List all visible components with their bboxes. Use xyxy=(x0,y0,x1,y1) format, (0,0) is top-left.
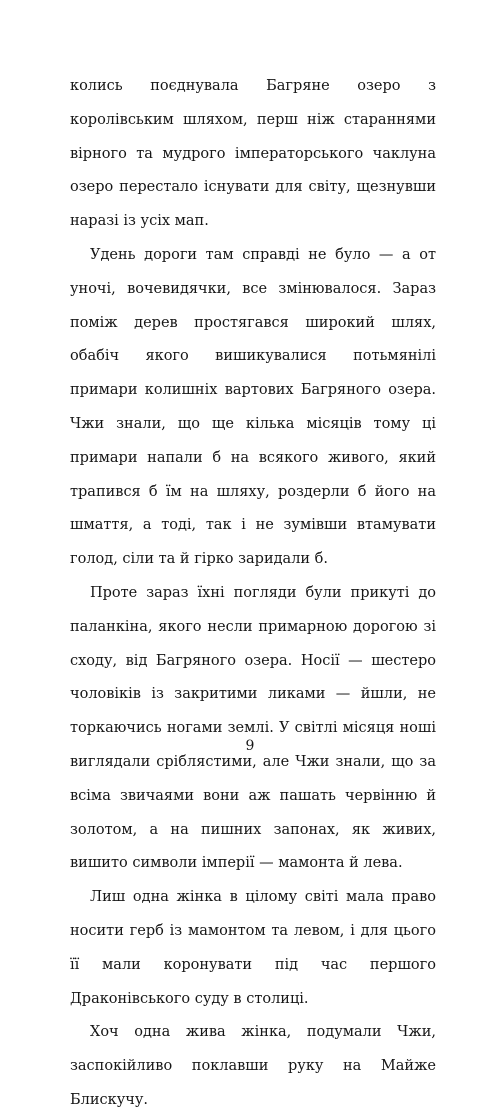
body-text xyxy=(70,70,436,1118)
paragraph-1: колись поєднувала Багряне озеро з королівським шляхом, перш ніж стараннями вірного та мудрого імператорського чаклуна озеро перестало існувати для світу, щезнувши наразі із усіх мап. xyxy=(70,78,436,230)
paragraph-4: Лиш одна жінка в цілому світі мала право носити герб із мамонтом та левом, і для цього її мали коронувати під час першого Драконівського суду в столиці. xyxy=(70,889,436,1007)
page-number: 9 xyxy=(245,738,255,754)
paragraph-5: Хоч одна жива жінка, подумали Чжи, заспокійливо поклавши руку на Майже Блискучу. xyxy=(70,1024,436,1108)
paragraph-3: Проте зараз їхні погляди були прикуті до паланкіна, якого несли примарною дорогою зі сходу, від Багряного озера. Носії — шестеро чоловіків із закритими ликами — йшли, не торкаючись ногами землі. У світлі місяця ноші виглядали сріблястими, але Чжи знали, що за всіма звичаями вони аж пашать червінню й золотом, а на пишних запонах, як живих, вишито символи імперії — мамонта й лева. xyxy=(70,584,436,872)
paragraph-2: Удень дороги там справді не було — а от уночі, вочевидячки, все змінювалося. Зараз поміж дерев простягався широкий шлях, обабіч якого вишикувалися потьмянілі примари колишніх вартових Багряного озера. Чжи знали, що ще кілька місяців тому ці примари напали б на всякого живого, який трапився б їм на шляху, роздерли б його на шмаття, а тоді, так і не зумівши втамувати голод, сіли та й гірко заридали б. xyxy=(70,246,436,568)
